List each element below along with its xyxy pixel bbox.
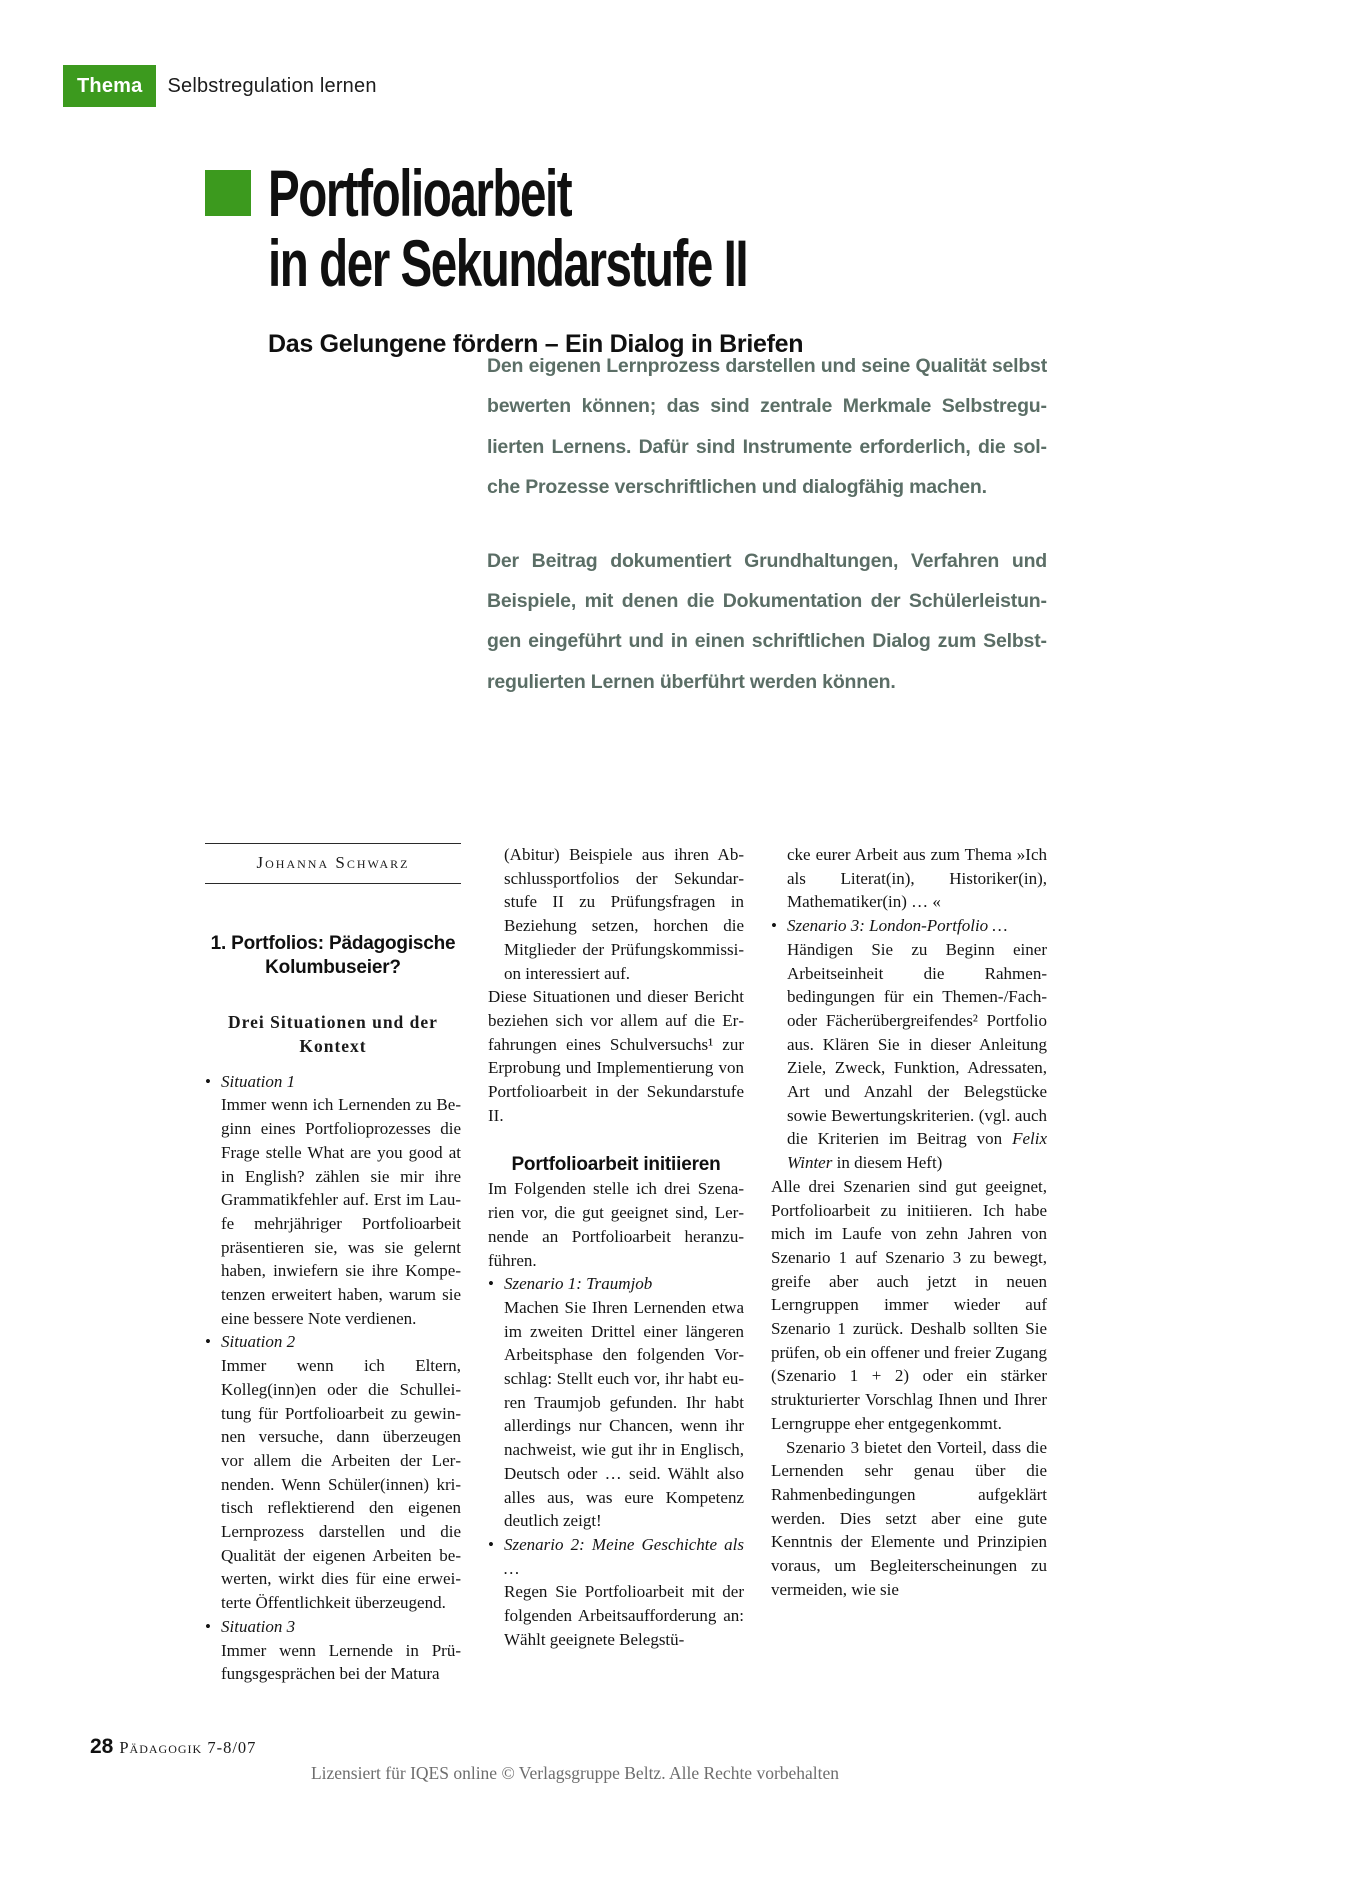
list-item [771, 914, 1047, 938]
list-item [488, 1272, 744, 1296]
list-item-text [771, 938, 1047, 1175]
list-item [205, 1070, 461, 1094]
list-item [488, 1533, 744, 1580]
author-byline [205, 843, 461, 884]
thema-badge: Thema [63, 65, 156, 107]
journal-issue: Pädagogik 7-8/07 [119, 1738, 257, 1757]
list-item-text-segment: Händigen Sie zu Beginn einer Arbeitseinheit die Rahmenbedingungen für ein Themen-/Fach- oder Fächerübergreifendes² Portfolio aus. Klären Sie in dieser Anleitung Ziele, Zweck, Funktion, Adressaten, Art und Anzahl der Belegstücke sowie Bewertungskriterien. (vgl. auch die Kriterien im Beitrag von [787, 939, 1047, 1149]
list-item-label: • Szenario 3: London-Portfolio … [787, 916, 1008, 936]
lead-paragraph-2: Der Beitrag dokumentiert Grundhaltungen, Verfahren und Beispiele, mit denen die Dokumentation der Schülerleistungen eingeführt und in einen schriftlichen Dialog zum Selbstregulierten Lernen überführt werden können. [487, 549, 1047, 693]
license-note: Lizensiert für IQES online © Verlagsgruppe Beltz. Alle Rechte vorbehalten [310, 1763, 840, 1783]
list-item-label: • Szenario 1: Traumjob [504, 1274, 653, 1294]
list-item-text: Machen Sie Ihren Lernenden etwa im zweiten Drittel einer längeren Arbeitsphase den folgenden Vorschlag: Stellt euch vor, ihr habt euren Traumjob gefunden. Ihr habt allerdings nur Chancen, wenn ihr nachweist, wie gut ihr in Englisch, Deutsch oder … seid. Wählt also alles aus, was eure Kompetenz deutlich zeigt! [504, 1297, 744, 1531]
body-paragraph: Szenario 3 bietet den Vorteil, dass die Lernenden sehr genau über die Rahmenbedingungen aufgeklärt werden. Dies setzt aber eine gute Kenntnis der Elemente und Prinzipien voraus, um Begleiterscheinungen zu vermeiden, wie sie [771, 1437, 1047, 1599]
list-item-label: • Situation 2 [221, 1332, 296, 1352]
continuation-paragraph: cke eurer Arbeit aus zum Thema »Ich als Literat(in), Historiker(in), Mathematiker(in) … « [787, 845, 1047, 912]
list-item-label: • Szenario 2: Meine Geschichte als … [504, 1534, 744, 1578]
column-3 [771, 843, 1047, 1686]
list-item [205, 1330, 461, 1354]
body-paragraph: Diese Situationen und dieser Bericht beziehen sich vor allem auf die Erfahrungen eines Schulversuchs¹ zur Erprobung und Implementierung von Portfolioarbeit in der Sekundarstufe II. [488, 987, 744, 1125]
page-footer-left [90, 1735, 256, 1759]
list-item-text: Regen Sie Portfolioarbeit mit der folgenden Arbeitsaufforderung an: Wählt geeignete Belegstü- [504, 1582, 744, 1649]
continuation-paragraph: (Abitur) Beispiele aus ihren Abschlussportfolios der Sekundarstufe II zu Prüfungsfragen in Beziehung setzen, horchen die Mitglieder der Prüfungskommission interessiert auf. [504, 845, 744, 983]
section-heading-1: 1. Portfolios: Pädagogische Kolumbuseier? [210, 932, 456, 978]
column-1 [205, 843, 461, 1686]
article-title-line1: Portfolioarbeit [268, 156, 572, 230]
list-item-label: • Situation 1 [221, 1071, 296, 1091]
article-title [268, 158, 934, 298]
lead-paragraph-1: Den eigenen Lernprozess darstellen und seine Qualität selbst bewerten können; das sind zentrale Merkmale Selbstregulierten Lernens. Dafür sind Instrumente erforderlich, die solche Prozesse verschriftlichen und dialogfähig machen. [487, 355, 1047, 499]
list-item-text: Immer wenn Lernende in Prüfungsgesprächen bei der Matura [221, 1640, 461, 1684]
list-item-text: Immer wenn ich Eltern, Kolleg(inn)en oder die Schulleitung für Portfolioarbeit zu gewinnen versuche, dann überzeugen vor allem die Arbeiten der Lernenden. Wenn Schüler(innen) kritisch reflektierend den eigenen Lernprozess darstellen und die Qualität der eigenen Arbeiten bewerten, wirkt dies für eine erweiterte Öffentlichkeit überzeugend. [221, 1356, 461, 1613]
body-paragraph: Im Folgenden stelle ich drei Szenarien vor, die gut geeignet sind, Lernende an Portfolioarbeit heranzuführen. [488, 1179, 744, 1270]
title-bullet-square-icon [205, 170, 251, 216]
body-paragraph: Alle drei Szenarien sind gut geeignet, Portfolioarbeit zu initiieren. Ich habe mich im Laufe von zehn Jahren von Szenario 1 auf Szenario 3 zu bewegt, greife aber auch jetzt in neuen Lerngruppen immer wieder auf Szenario 1 zurück. Deshalb sollten Sie prüfen, ob ein offener und freier Zugang (Szenario 1 + 2) oder ein stärker strukturierter Vorschlag Ihnen und Ihrer Lerngruppe eher entgegenkommt. [771, 1176, 1047, 1433]
list-item-label: • Situation 3 [221, 1616, 296, 1636]
list-item-text: Immer wenn ich Lernenden zu Beginn eines Portfolioprozesses die Frage stelle What are you good at in English? zählen sie mir ihre Grammatikfehler auf. Erst im Laufe mehrjähriger Portfolioarbeit präsentieren sie, was sie gelernt haben, inwiefern sie ihre Kompetenzen erweitert haben, warum sie eine bessere Note verdienen. [221, 1095, 461, 1328]
referenced-author-name: Felix Winter [787, 1129, 1047, 1173]
author-name: Johanna Schwarz [256, 853, 410, 872]
kicker-bar [63, 65, 377, 107]
lead-abstract [487, 346, 1047, 702]
article-title-line2: in der Sekundarstufe II [268, 226, 748, 300]
section-heading-2: Portfolioarbeit initiieren [511, 1154, 721, 1176]
article-body [205, 843, 1047, 1686]
list-item-text-segment: in diesem Heft) [832, 1153, 943, 1173]
issue-topic: Selbstregulation lernen [167, 74, 377, 97]
sub-heading: Drei Situationen und der Kontext [228, 1011, 438, 1056]
column-2 [488, 843, 744, 1686]
page-number: 28 [90, 1735, 114, 1758]
list-item [205, 1615, 461, 1639]
article-subtitle: Das Gelungene fördern – Ein Dialog in Briefen [268, 330, 804, 358]
